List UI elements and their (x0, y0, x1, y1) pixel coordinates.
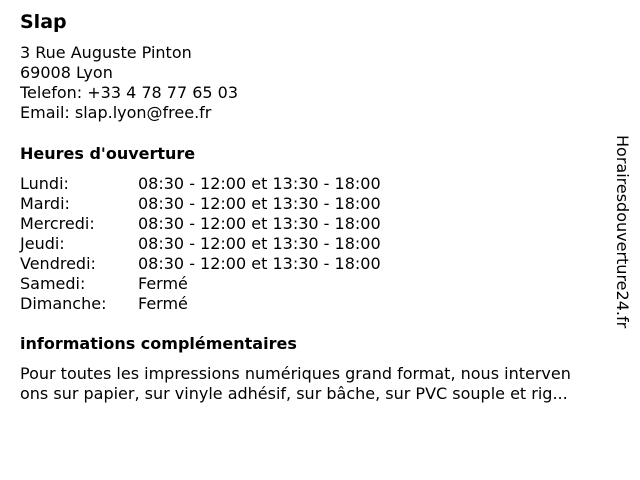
info-description (20, 364, 620, 404)
day-label: Vendredi: (20, 254, 96, 273)
phone-text: Telefon: +33 4 78 77 65 03 (20, 83, 239, 102)
time-value: Fermé (138, 274, 188, 293)
contact-block (20, 43, 238, 123)
hours-row-jeudi (20, 234, 440, 254)
hours-row-samedi (20, 274, 440, 294)
time-value: 08:30 - 12:00 et 13:30 - 18:00 (138, 214, 381, 233)
description-line: ons sur papier, sur vinyle adhésif, sur bâche, sur PVC souple et rig... (20, 384, 568, 403)
time-value: 08:30 - 12:00 et 13:30 - 18:00 (138, 234, 381, 253)
time-value: 08:30 - 12:00 et 13:30 - 18:00 (138, 194, 381, 213)
hours-heading: Heures d'ouverture (20, 144, 196, 163)
time-value: Fermé (138, 294, 188, 313)
day-label: Mercredi: (20, 214, 95, 233)
hours-row-mardi (20, 194, 440, 214)
address-street: 3 Rue Auguste Pinton (20, 43, 192, 62)
email-text: Email: slap.lyon@free.fr (20, 103, 212, 122)
description-line: Pour toutes les impressions numériques grand format, nous interven (20, 364, 571, 383)
info-heading: informations complémentaires (20, 334, 297, 353)
hours-row-lundi (20, 174, 440, 194)
day-label: Dimanche: (20, 294, 107, 313)
time-value: 08:30 - 12:00 et 13:30 - 18:00 (138, 174, 381, 193)
day-label: Lundi: (20, 174, 69, 193)
time-value: 08:30 - 12:00 et 13:30 - 18:00 (138, 254, 381, 273)
hours-row-mercredi (20, 214, 440, 234)
day-label: Mardi: (20, 194, 70, 213)
day-label: Jeudi: (20, 234, 65, 253)
site-watermark: Horairesdouverture24.fr (613, 135, 632, 329)
address-city: 69008 Lyon (20, 63, 113, 82)
hours-row-vendredi (20, 254, 440, 274)
hours-row-dimanche (20, 294, 440, 314)
day-label: Samedi: (20, 274, 86, 293)
opening-hours-table (20, 174, 440, 314)
business-name: Slap (20, 11, 67, 33)
